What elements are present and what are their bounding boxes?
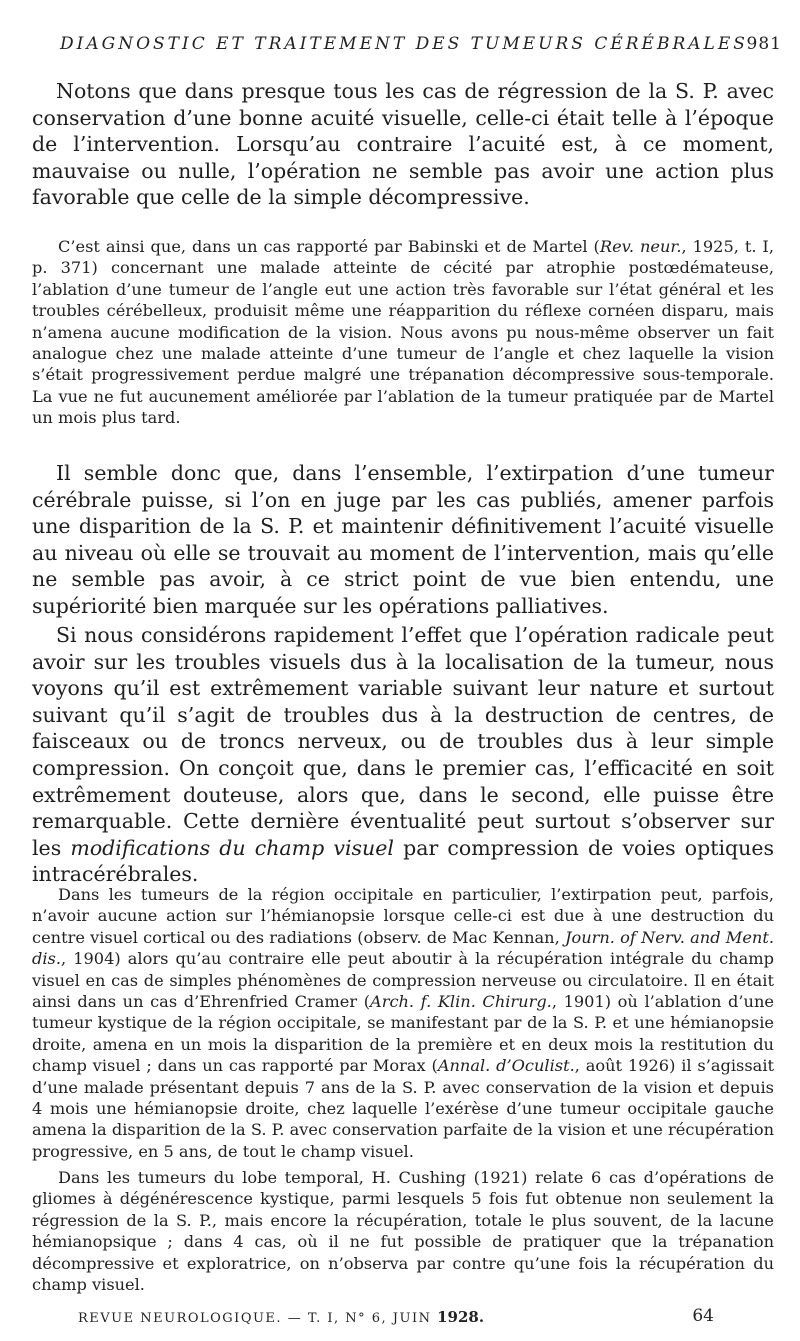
footer-page-number: 64	[692, 1306, 714, 1326]
small-paragraph-2-ref-1: Journ. of Nerv. and Ment. dis.	[32, 927, 774, 969]
small-paragraph-2-text-c: , 1901) où l’ablation d’une tumeur kystique de la région occipitale, se manifestant par de la S. P. et une hémianopsie droite, amena en un mois la disparition de la première et en deux mois la restitution du champ visuel ; dans un cas rapporté par Morax (	[32, 992, 774, 1076]
page-footer	[78, 1308, 714, 1326]
paragraph-1: Notons que dans presque tous les cas de régression de la S. P. avec conservation d’une bonne acuité visuelle, celle-ci était telle à l’époque de l’intervention. Lorsqu’au contraire l’acuité est, à ce moment, mauvaise ou nulle, l’opération ne semble pas avoir une action plus favorable que celle de la simple décompressive.	[32, 79, 774, 210]
paragraph-3	[32, 622, 774, 888]
small-paragraph-2-ref-2: Arch. f. Klin. Chirurg.	[370, 992, 552, 1012]
small-paragraph-1-text-b: , 1925, t. I, p. 371) concernant une malade atteinte de cécité par atrophie postœdémateuse, l’ablation d’une tumeur de l’angle eut une action très favorable sur l’état général et les troubles cérébelleux, produisit même une réapparition du réflexe cornéen disparu, mais n’amena aucune modification de la vision. Nous avons pu nous-même observer un fait analogue chez une malade atteinte d’une tumeur de l’angle et chez laquelle la vision s’était progressivement perdue malgré une trépanation décompressive sous-temporale. La vue ne fut aucunement améliorée par l’ablation de la tumeur pratiquée par de Martel un mois plus tard.	[32, 237, 774, 428]
footer-journal: REVUE NEUROLOGIQUE. — T. I, N° 6, JUIN	[78, 1311, 432, 1326]
small-paragraph-1-ref: Rev. neur.	[599, 237, 682, 256]
small-paragraph-2	[32, 884, 774, 1162]
paragraph-3-text-b: par compression de voies optiques intracérébrales.	[32, 835, 775, 887]
small-paragraph-2-ref-3: Annal. d’Oculist.	[437, 1056, 575, 1076]
small-paragraph-2-text-a: Dans les tumeurs de la région occipitale en particulier, l’extirpation peut, parfois, n’avoir aucune action sur l’hémianopsie lorsque celle-ci est due à une destruction du centre visuel cortical ou des radiations (observ. de Mac Kennan,	[32, 885, 774, 947]
paragraph-2: Il semble donc que, dans l’ensemble, l’extirpation d’une tumeur cérébrale puisse, si l’on en juge par les cas publiés, amener parfois une disparition de la S. P. et maintenir définitivement l’acuité visuelle au niveau où elle se trouvait au moment de l’intervention, mais qu’elle ne semble pas avoir, à ce strict point de vue bien entendu, une supériorité bien marquée sur les opérations palliatives.	[32, 461, 774, 618]
paragraph-3-emphasis: modifications du champ visuel	[70, 835, 394, 860]
running-head	[60, 34, 782, 54]
footer-year: 1928.	[437, 1308, 485, 1326]
small-paragraph-2-text-b: , 1904) alors qu’au contraire elle peut aboutir à la récupération intégrale du champ visuel en cas de simples phénomènes de compression nerveuse ou circulatoire. Il en était ainsi dans un cas d’Ehrenfried Cramer (	[32, 949, 774, 1012]
small-paragraph-2-text-d: , août 1926) il s’agissait d’une malade présentant depuis 7 ans de la S. P. avec conservation de la vision et depuis 4 mois une hémianopsie droite, chez laquelle l’exérèse d’une tumeur occipitale gauche amena la disparition de la S. P. avec conservation parfaite de la vision et une récupération progressive, en 5 ans, de tout le champ visuel.	[32, 1056, 775, 1161]
small-paragraph-1-text-a: C’est ainsi que, dans un cas rapporté par Babinski et de Martel (	[58, 237, 600, 256]
header-page-number: 981	[746, 34, 782, 54]
running-title: DIAGNOSTIC ET TRAITEMENT DES TUMEURS CÉRÉBRALES	[60, 34, 748, 54]
paragraph-3-text-a: Si nous considérons rapidement l’effet que l’opération radicale peut avoir sur les troubles visuels dus à la localisation de la tumeur, nous voyons qu’il est extrêmement variable suivant leur nature et surtout suivant qu’il s’agit de troubles dus à la destruction de centres, de faisceaux ou de troncs nerveux, ou de troubles dus à leur simple compression. On conçoit que, dans le premier cas, l’efficacité en soit extrêmement douteuse, alors que, dans le second, elle puisse être remarquable. Cette dernière éventualité peut surtout s’observer sur les	[32, 623, 774, 860]
small-paragraph-1	[32, 236, 774, 429]
small-paragraph-3: Dans les tumeurs du lobe temporal, H. Cushing (1921) relate 6 cas d’opérations de gliomes à dégénérescence kystique, parmi lesquels 5 fois fut obtenue non seulement la régression de la S. P., mais encore la récupération, totale le plus souvent, de la lacune hémianopsique ; dans 4 cas, où il ne fut possible de pratiquer que la trépanation décompressive et exploratrice, on n’observa par contre qu’une fois la récupération du champ visuel.	[32, 1168, 774, 1295]
